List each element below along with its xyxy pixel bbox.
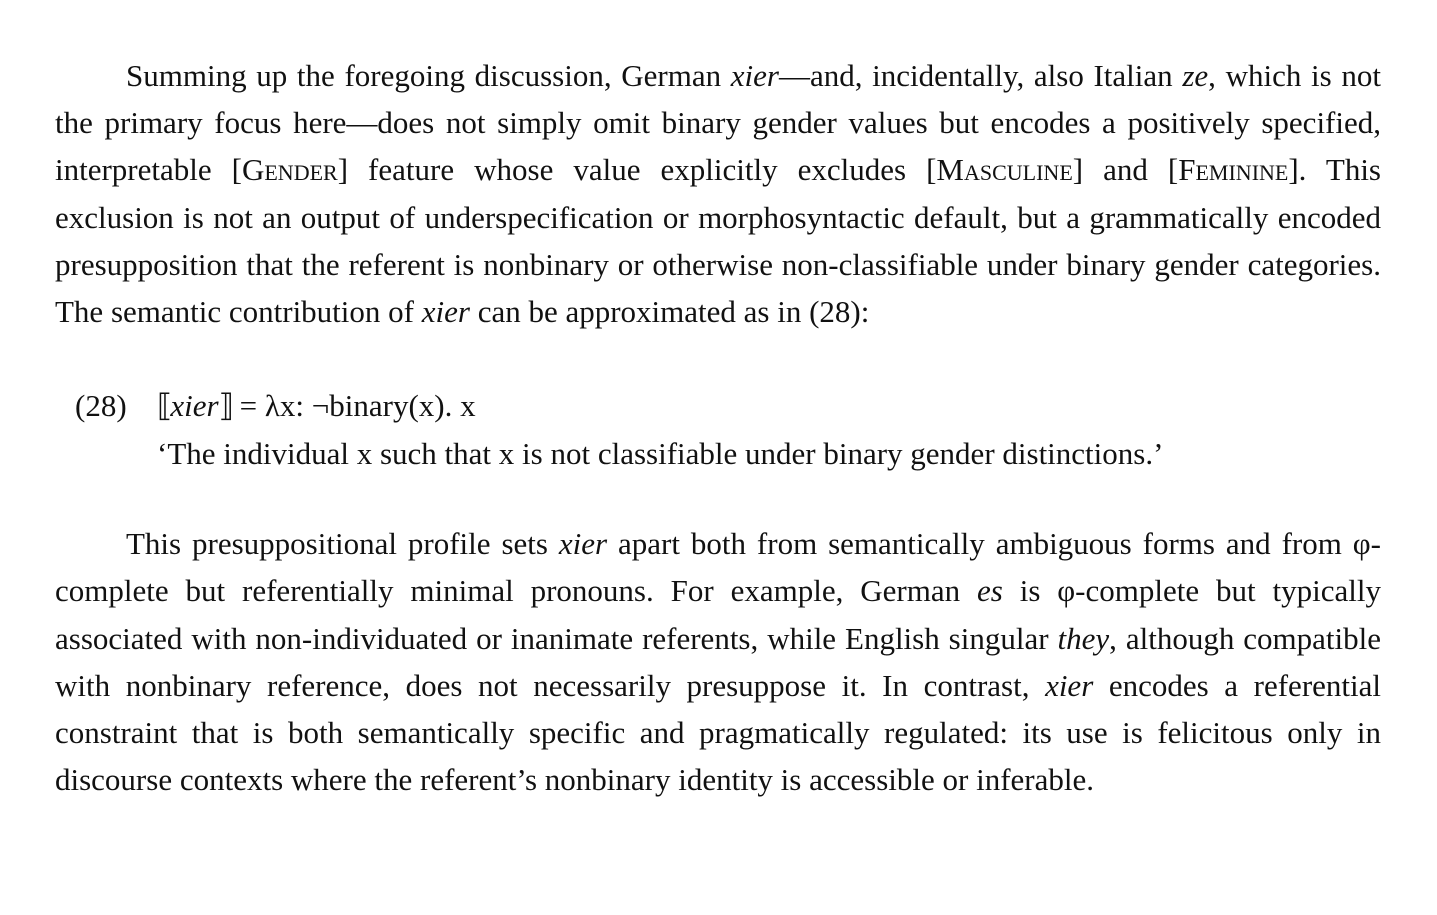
paragraph-presuppositional-profile (55, 520, 1381, 803)
paragraph-summary (55, 52, 1381, 335)
term-xier: xier (730, 58, 779, 93)
semantic-bracket-open: ⟦ (157, 388, 171, 424)
text-run: ] and [ (1072, 152, 1179, 188)
term-xier: xier (558, 526, 608, 562)
text-run: can be approximated as in (28): (469, 294, 870, 330)
term-es: es (976, 573, 1003, 609)
feature-gender: Gender (241, 152, 338, 188)
example-28 (55, 382, 1381, 478)
text-run: , which is not the primary focus here—does not simply omit binary gender values but encodes a positively specified, interpretable [ (55, 58, 1381, 188)
text-run: , although compatible with nonbinary reference, does not necessarily presuppose it. In contrast, (55, 620, 1381, 703)
formula-text: = λx: ¬binary(x). x (231, 388, 476, 424)
term-they: they (1057, 620, 1110, 656)
term-xier: xier (170, 388, 219, 424)
term-xier: xier (421, 294, 470, 330)
feature-masculine: Masculine (936, 152, 1073, 188)
term-ze: ze (1182, 58, 1209, 93)
text-run: ]. This exclusion is not an output of underspecification or morphosyntactic default, but a grammatically encoded presupposition that the referent is nonbinary or otherwise non-classifiable under binary gender categories. The semantic contribution of (55, 152, 1381, 330)
text-run: is φ-complete but typically associated with non-individuated or inanimate referents, while English singular (55, 573, 1381, 656)
term-xier: xier (1045, 667, 1094, 703)
example-number: (28) (75, 388, 127, 424)
example-gloss: ‘The individual x such that x is not classifiable under binary gender distinctions.’ (157, 436, 1164, 472)
text-run: —and, incidentally, also Italian (778, 58, 1183, 93)
feature-feminine: Feminine (1178, 152, 1289, 188)
text-run: Summing up the foregoing discussion, German (126, 58, 731, 93)
page-body (55, 52, 1381, 803)
semantic-bracket-close: ⟧ (218, 388, 232, 424)
text-run: apart both from semantically ambiguous forms and from φ-complete but referentially minimal pronouns. For example, German (55, 526, 1381, 609)
text-run: encodes a referential constraint that is both semantically specific and pragmatically regulated: its use is felicitous only in discourse contexts where the referent’s nonbinary identity is accessible or inferable. (55, 667, 1381, 798)
text-run: This presuppositional profile sets (126, 526, 559, 562)
text-run: ] feature whose value explicitly excludes [ (337, 152, 937, 188)
example-body (157, 382, 1381, 478)
example-formula (157, 382, 1381, 430)
